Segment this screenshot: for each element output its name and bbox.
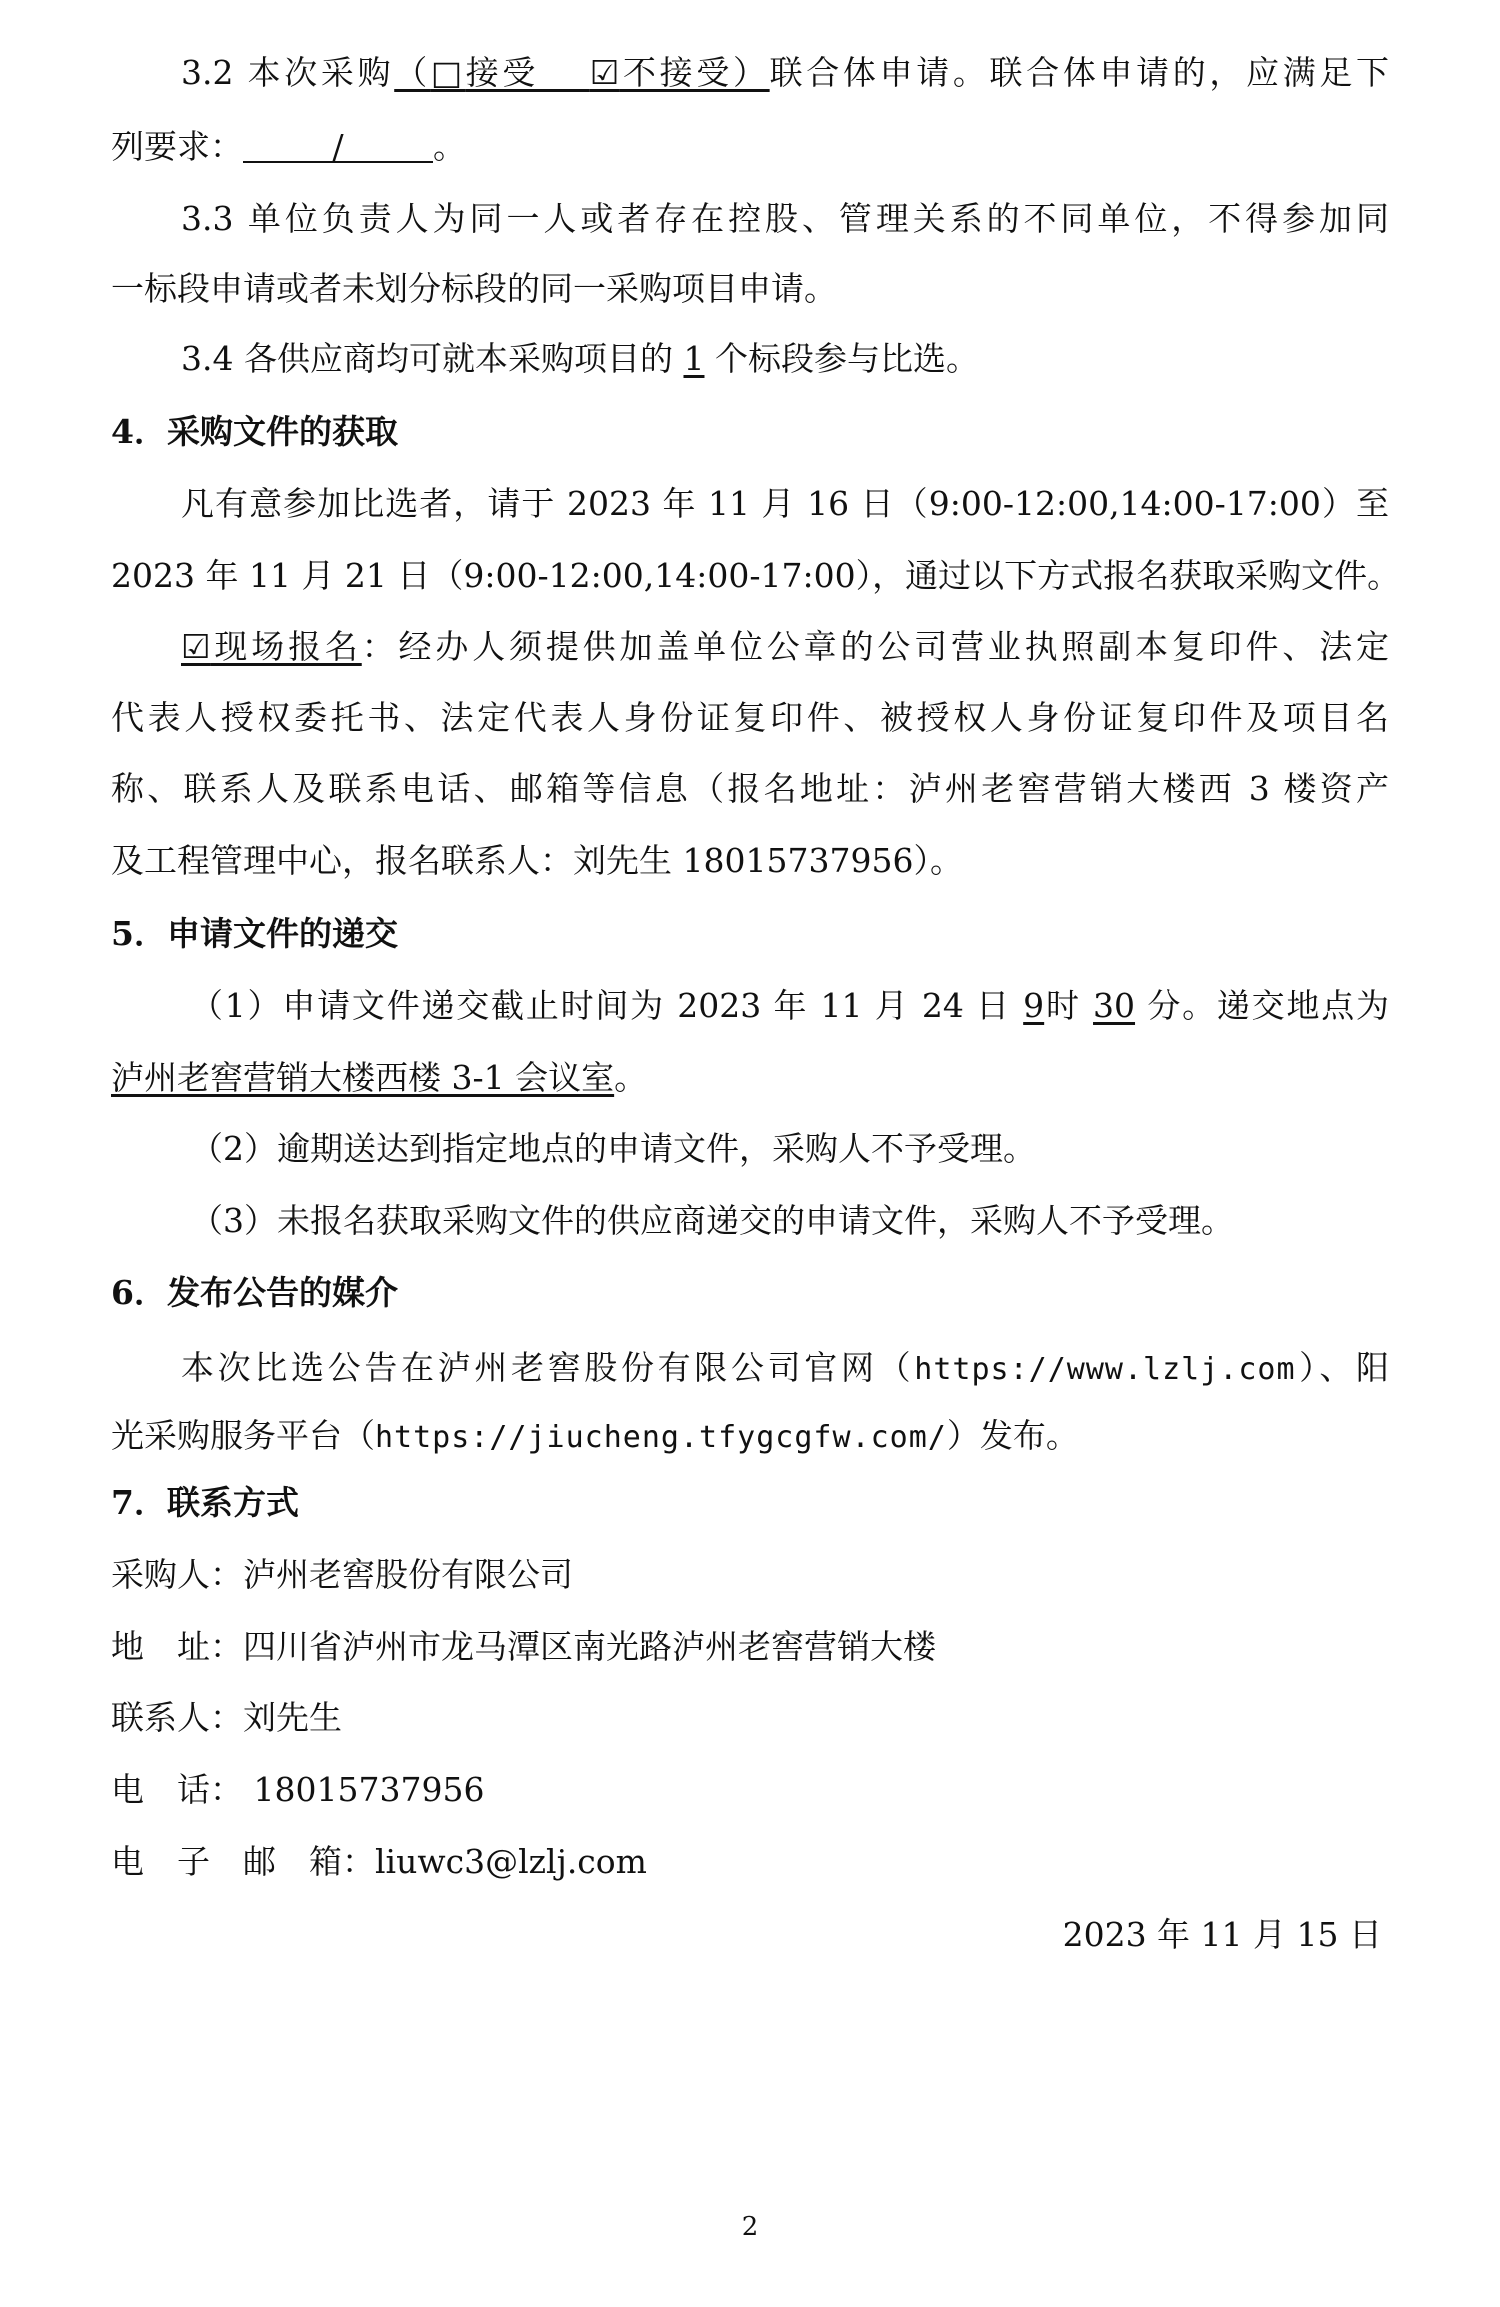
deadline-prefix: （1）申请文件递交截止时间为 2023 年 11 月 24 日 bbox=[190, 986, 1011, 1025]
email-value[interactable]: liuwc3@lzlj.com bbox=[375, 1842, 647, 1881]
onsite-registration-line3: 称、联系人及联系电话、邮箱等信息（报名地址：泸州老窖营销大楼西 3 楼资产 bbox=[111, 769, 1389, 808]
platform-suffix: ）发布。 bbox=[946, 1416, 1079, 1455]
onsite-registration-label: 现场报名 bbox=[210, 627, 362, 666]
section-6-line2 bbox=[111, 1413, 1389, 1459]
section-4-heading: 4．采购文件的获取 bbox=[111, 412, 398, 451]
section-7-heading: 7．联系方式 bbox=[111, 1483, 299, 1522]
option-open-paren: （ bbox=[394, 53, 431, 92]
option-accept: 接受 bbox=[465, 53, 539, 92]
purchaser-line: 采购人：泸州老窖股份有限公司 bbox=[111, 1555, 573, 1594]
deadline-hour-unit: 时 bbox=[1044, 986, 1081, 1025]
contact-line: 联系人：刘先生 bbox=[111, 1698, 342, 1737]
submission-item-1-line2 bbox=[111, 1055, 1389, 1101]
address-value: 四川省泸州市龙马潭区南光路泸州老窖营销大楼 bbox=[243, 1627, 936, 1666]
clause-3-3-line1: 3.3 单位负责人为同一人或者存在控股、管理关系的不同单位，不得参加同 bbox=[181, 199, 1389, 238]
onsite-registration-line4: 及工程管理中心，报名联系人：刘先生 18015737956）。 bbox=[111, 841, 963, 880]
clause-3-2-line2 bbox=[111, 124, 1389, 170]
phone-value: 18015737956 bbox=[253, 1770, 485, 1809]
section-5-heading: 5．申请文件的递交 bbox=[111, 914, 398, 953]
checked-box-icon: ☑ bbox=[181, 627, 211, 666]
onsite-registration-line2: 代表人授权委托书、法定代表人身份证复印件、被授权人身份证复印件及项目名 bbox=[111, 698, 1389, 737]
email-line bbox=[111, 1839, 1389, 1885]
submission-location-end: 。 bbox=[614, 1058, 648, 1097]
submission-item-1-line1 bbox=[190, 983, 1389, 1029]
section-4-line1: 凡有意参加比选者，请于 2023 年 11 月 16 日（9:00-12:00,14:00-17:00）至 bbox=[181, 484, 1389, 523]
checked-box-icon: ☑ bbox=[589, 53, 620, 92]
platform-prefix: 光采购服务平台（ bbox=[111, 1416, 375, 1455]
clause-3-3-line2: 一标段申请或者未划分标段的同一采购项目申请。 bbox=[111, 269, 837, 308]
section-6-heading: 6．发布公告的媒介 bbox=[111, 1273, 398, 1312]
submission-item-2: （2）逾期送达到指定地点的申请文件，采购人不予受理。 bbox=[190, 1129, 1036, 1168]
section-4-line2: 2023 年 11 月 21 日（9:00-12:00,14:00-17:00），通过以下方式报名获取采购文件。 bbox=[111, 556, 1401, 595]
phone-line bbox=[111, 1767, 1389, 1813]
deadline-suffix: 分。递交地点为 bbox=[1147, 986, 1390, 1025]
requirements-end: 。 bbox=[433, 127, 466, 166]
clause-3-2-suffix: 联合体申请。联合体申请的，应满足下 bbox=[769, 53, 1390, 92]
lot-count: 1 bbox=[683, 339, 705, 378]
clause-3-4 bbox=[181, 336, 1389, 382]
requirements-blank bbox=[243, 124, 433, 170]
clause-3-2-prefix: 3.2 本次采购 bbox=[181, 53, 395, 92]
page-number: 2 bbox=[741, 2212, 759, 2242]
address-line bbox=[111, 1624, 1389, 1670]
submission-item-3: （3）未报名获取采购文件的供应商递交的申请文件，采购人不予受理。 bbox=[190, 1201, 1234, 1240]
clause-3-2-line1 bbox=[181, 50, 1389, 96]
official-site-url[interactable]: https://www.lzlj.com bbox=[914, 1352, 1296, 1387]
platform-url[interactable]: https://jiucheng.tfygcgfw.com/ bbox=[375, 1420, 947, 1455]
official-site-prefix: 本次比选公告在泸州老窖股份有限公司官网（ bbox=[181, 1348, 915, 1387]
official-site-suffix: ）、阳 bbox=[1295, 1348, 1390, 1387]
email-label: 电 子 邮 箱： bbox=[111, 1842, 375, 1881]
clause-3-4-suffix: 个标段参与比选。 bbox=[714, 339, 979, 378]
issue-date: 2023 年 11 月 15 日 bbox=[1062, 1915, 1382, 1954]
deadline-minute: 30 bbox=[1093, 986, 1136, 1025]
clause-3-4-prefix: 3.4 各供应商均可就本采购项目的 bbox=[181, 339, 673, 378]
consortium-options bbox=[394, 53, 769, 92]
onsite-registration-text: ：经办人须提供加盖单位公章的公司营业执照副本复印件、法定 bbox=[361, 627, 1390, 666]
unchecked-box-icon: □ bbox=[430, 53, 466, 92]
option-reject: 不接受） bbox=[619, 53, 770, 92]
onsite-registration-option bbox=[181, 627, 362, 666]
submission-location: 泸州老窖营销大楼西楼 3-1 会议室 bbox=[111, 1058, 615, 1097]
requirements-label: 列要求： bbox=[111, 127, 243, 166]
address-label: 地 址： bbox=[111, 1627, 243, 1666]
deadline-hour: 9 bbox=[1023, 986, 1045, 1025]
phone-label: 电 话： bbox=[111, 1770, 243, 1809]
onsite-registration-line1 bbox=[181, 624, 1389, 670]
section-6-line1 bbox=[181, 1345, 1389, 1391]
requirements-value: / bbox=[332, 127, 344, 166]
